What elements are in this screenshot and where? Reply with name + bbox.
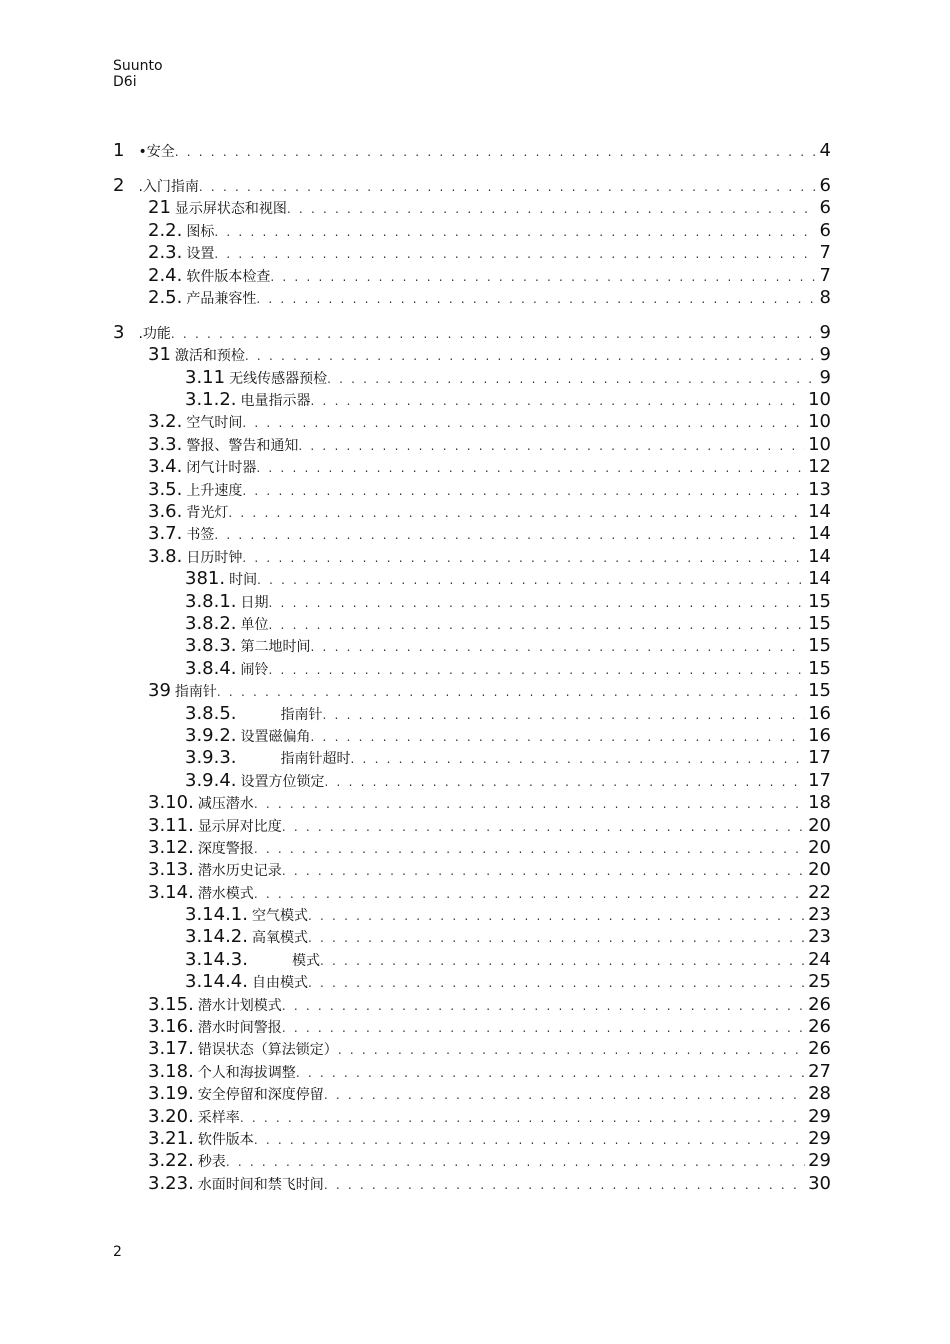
toc-dot-leader (214, 528, 805, 542)
toc-entry-page: 7 (819, 264, 831, 286)
toc-entry-page: 23 (808, 904, 831, 926)
toc-entry[interactable] (113, 904, 831, 926)
toc-entry-title: 采样率 (197, 1109, 240, 1126)
toc-entry-number: 1 (113, 140, 125, 161)
toc-entry-title: 上升速度 (186, 482, 243, 499)
toc-entry-title: 潜水历史记录 (197, 863, 282, 880)
toc-entry-title: 指南针 (174, 684, 217, 701)
toc-entry-title: 背光灯 (186, 505, 229, 522)
toc-entry-title: 图标 (186, 223, 215, 240)
toc-entry[interactable] (113, 242, 831, 264)
toc-entry[interactable] (113, 635, 831, 657)
toc-entry-number: 3.3. (148, 433, 183, 455)
toc-entry-page: 15 (808, 657, 831, 679)
toc-entry-page: 20 (808, 859, 831, 881)
toc-entry-title: 软件版本 (197, 1131, 254, 1148)
toc-dot-leader (245, 349, 817, 363)
toc-entry-page: 10 (808, 411, 831, 433)
toc-entry-number: 3.8.2. (185, 613, 237, 634)
toc-entry-number: 3.9.2. (185, 724, 237, 746)
toc-entry[interactable] (113, 859, 831, 881)
toc-entry-page: 20 (808, 836, 831, 858)
toc-entry-number: 3.12. (148, 836, 194, 858)
toc-entry-page: 9 (819, 321, 831, 343)
toc-entry[interactable] (113, 1150, 831, 1172)
toc-entry-number: 3.14.2. (185, 926, 248, 948)
toc-entry-number: 3.8.1. (185, 590, 237, 612)
toc-entry-page: 15 (808, 635, 831, 657)
toc-entry-page: 18 (808, 792, 831, 814)
toc-entry[interactable] (113, 613, 831, 635)
toc-entry-title: •安全 (138, 144, 175, 160)
toc-dot-leader (256, 461, 805, 475)
toc-entry-number: 3.1.2. (185, 389, 237, 411)
toc-entry[interactable] (113, 1106, 831, 1128)
toc-dot-leader (240, 1111, 805, 1125)
toc-dot-leader (226, 1155, 805, 1169)
toc-entry-page: 15 (808, 590, 831, 612)
toc-entry-number: 3.11. (148, 814, 194, 836)
toc-entry-title: 软件版本检查 (186, 268, 271, 285)
toc-entry[interactable] (113, 1128, 831, 1150)
document-header (113, 58, 163, 90)
toc-dot-leader (325, 775, 806, 789)
toc-entry-title: 安全停留和深度停留 (197, 1087, 324, 1104)
toc-entry-title: 设置磁偏角 (240, 728, 311, 745)
toc-dot-leader (311, 394, 806, 408)
toc-entry[interactable] (113, 792, 831, 814)
toc-dot-leader (308, 931, 805, 945)
toc-entry-title: 潜水计划模式 (197, 997, 282, 1014)
toc-dot-leader (282, 820, 805, 834)
toc-dot-leader (254, 1133, 805, 1147)
toc-dot-leader (269, 596, 806, 610)
toc-entry-page: 14 (808, 568, 831, 590)
toc-dot-leader (338, 1043, 805, 1057)
toc-entry-title: 显示屏状态和视图 (174, 201, 287, 218)
toc-entry-number: 3.14.3. (185, 948, 248, 970)
toc-entry-page: 20 (808, 814, 831, 836)
toc-entry-title: 闭气计时器 (186, 460, 257, 477)
toc-dot-leader (214, 247, 816, 261)
toc-entry[interactable] (113, 882, 831, 904)
toc-entry-page: 27 (808, 1060, 831, 1082)
toc-entry[interactable] (113, 265, 831, 287)
toc-entry-title: 单位 (240, 617, 269, 633)
toc-dot-leader (324, 1178, 805, 1192)
toc-entry[interactable] (113, 456, 831, 478)
toc-dot-leader (175, 145, 817, 159)
toc-dot-leader (282, 999, 805, 1013)
toc-entry-number: 3.13. (148, 859, 194, 881)
toc-entry-page: 25 (808, 971, 831, 993)
toc-entry[interactable] (113, 680, 831, 702)
toc-entry[interactable] (113, 568, 831, 590)
toc-entry-title: 警报、警告和通知 (186, 437, 299, 454)
toc-dot-leader (242, 416, 805, 430)
toc-entry-page: 9 (819, 366, 831, 388)
toc-dot-leader (282, 1021, 805, 1035)
toc-entry[interactable] (113, 411, 831, 433)
toc-entry-page: 30 (808, 1172, 831, 1194)
toc-entry-title: 日期 (240, 594, 269, 611)
toc-entry-page: 26 (808, 1038, 831, 1060)
toc-entry[interactable] (113, 658, 831, 680)
toc-entry-page: 15 (808, 680, 831, 702)
toc-entry-page: 15 (808, 613, 831, 634)
toc-entry[interactable] (113, 1038, 831, 1060)
toc-entry-page: 17 (808, 747, 831, 769)
toc-entry[interactable] (113, 971, 831, 993)
toc-entry-title: 模式 (291, 952, 320, 969)
toc-entry-number: 3.14.4. (185, 971, 248, 993)
toc-dot-leader (254, 842, 805, 856)
toc-entry-title: 深度警报 (197, 840, 254, 857)
toc-entry[interactable] (113, 1173, 831, 1195)
toc-entry-page: 14 (808, 523, 831, 545)
toc-entry-page: 10 (808, 389, 831, 411)
toc-entry-title: 指南针超时 (280, 751, 351, 768)
toc-dot-leader (324, 1088, 805, 1102)
toc-entry-number: 3.21. (148, 1127, 194, 1149)
toc-entry-number: 3.8. (148, 545, 183, 567)
toc-dot-leader (254, 797, 805, 811)
toc-dot-leader (242, 484, 805, 498)
toc-entry[interactable] (113, 747, 831, 769)
toc-entry-page: 29 (808, 1150, 831, 1172)
toc-entry[interactable] (113, 994, 831, 1016)
toc-dot-leader (257, 573, 805, 587)
toc-entry-number: 3.8.5. (185, 702, 237, 724)
toc-entry-title: 高氧模式 (251, 930, 308, 947)
toc-entry-number: 3.8.3. (185, 635, 237, 657)
toc-entry-page: 14 (808, 545, 831, 567)
toc-dot-leader (269, 618, 806, 632)
toc-entry-page: 28 (808, 1083, 831, 1105)
toc-entry[interactable] (113, 523, 831, 545)
model-name: D6i (113, 74, 137, 90)
toc-dot-leader (320, 954, 805, 968)
toc-entry[interactable] (113, 1083, 831, 1105)
toc-entry-number: 3.10. (148, 792, 194, 814)
toc-entry-page: 6 (819, 174, 831, 196)
toc-entry-title: 个人和海拔调整 (197, 1064, 296, 1081)
toc-entry[interactable] (113, 703, 831, 725)
toc-entry-title: 第二地时间 (240, 639, 311, 656)
toc-entry-number: 3.7. (148, 523, 183, 545)
toc-entry[interactable] (113, 1061, 831, 1083)
toc-entry-title: 闹铃 (240, 661, 269, 678)
toc-entry-number: 3.4. (148, 456, 183, 478)
toc-entry[interactable] (113, 434, 831, 456)
toc-entry-number: 3.14.1. (185, 904, 248, 926)
toc-entry-page: 6 (819, 219, 831, 241)
toc-entry[interactable] (113, 389, 831, 411)
toc-dot-leader (269, 663, 806, 677)
toc-entry[interactable] (113, 220, 831, 242)
toc-entry[interactable] (113, 591, 831, 613)
toc-entry-title: 自由模式 (251, 975, 308, 992)
toc-entry-title: 激活和预检 (174, 348, 245, 365)
toc-entry[interactable] (113, 501, 831, 523)
brand-name: Suunto (113, 58, 163, 74)
toc-dot-leader (308, 976, 805, 990)
toc-entry[interactable] (113, 770, 831, 792)
toc-entry[interactable] (113, 140, 831, 162)
toc-entry[interactable] (113, 949, 831, 971)
toc-entry-number: 39 (148, 680, 171, 702)
toc-entry[interactable] (113, 1016, 831, 1038)
toc-entry-page: 17 (808, 769, 831, 791)
toc-entry-title: 设置方位锁定 (240, 773, 325, 790)
toc-entry-page: 26 (808, 993, 831, 1015)
toc-entry-number: 3 (113, 321, 125, 343)
toc-entry-number: 3.23. (148, 1172, 194, 1194)
toc-dot-leader (256, 292, 816, 306)
toc-entry-number: 3.9.3. (185, 747, 237, 769)
toc-entry[interactable] (113, 546, 831, 568)
toc-dot-leader (351, 752, 806, 766)
toc-entry-number: 3.5. (148, 478, 183, 500)
toc-entry-number: 3.19. (148, 1083, 194, 1105)
toc-entry-title: 指南针 (280, 706, 323, 723)
toc-entry-number: 21 (148, 197, 171, 219)
toc-entry-number: 2.2. (148, 219, 183, 241)
toc-entry-page: 7 (819, 242, 831, 264)
toc-entry-title: 显示屏对比度 (197, 818, 282, 835)
toc-dot-leader (214, 225, 816, 239)
toc-entry-number: 3.8.4. (185, 657, 237, 679)
toc-dot-leader (242, 551, 805, 565)
toc-entry[interactable] (113, 725, 831, 747)
toc-entry-title: 错误状态（算法锁定） (197, 1042, 338, 1059)
toc-entry-title: .功能 (138, 325, 171, 342)
toc-entry-number: 2.3. (148, 242, 183, 264)
toc-entry-page: 13 (808, 478, 831, 500)
toc-entry-page: 4 (819, 140, 831, 161)
toc-entry-number: 3.2. (148, 411, 183, 433)
toc-entry-title: 电量指示器 (240, 393, 311, 410)
toc-entry-page: 8 (819, 286, 831, 308)
toc-entry[interactable] (113, 926, 831, 948)
toc-entry[interactable] (113, 479, 831, 501)
toc-entry-number: 2 (113, 174, 125, 196)
toc-dot-leader (296, 1066, 805, 1080)
toc-entry[interactable] (113, 322, 831, 344)
toc-dot-leader (217, 685, 805, 699)
toc-entry-number: 3.9.4. (185, 769, 237, 791)
toc-entry-page: 23 (808, 926, 831, 948)
toc-entry[interactable] (113, 287, 831, 309)
toc-entry-title: 无线传感器预检 (229, 370, 328, 387)
toc-entry[interactable] (113, 344, 831, 366)
toc-entry-page: 10 (808, 433, 831, 455)
toc-entry-page: 29 (808, 1105, 831, 1127)
toc-entry-number: 3.22. (148, 1150, 194, 1172)
toc-entry-number: 3.11 (185, 366, 226, 388)
toc-entry-page: 16 (808, 702, 831, 724)
toc-dot-leader (311, 730, 806, 744)
toc-entry-page: 9 (819, 344, 831, 366)
toc-entry-title: 书签 (186, 527, 215, 544)
toc-entry-number: 3.16. (148, 1016, 194, 1038)
toc-entry[interactable] (113, 815, 831, 837)
toc-entry[interactable] (113, 837, 831, 859)
toc-entry-page: 16 (808, 724, 831, 746)
toc-entry-number: 3.6. (148, 501, 183, 523)
toc-entry-title: 空气时间 (186, 415, 243, 432)
toc-dot-leader (254, 887, 805, 901)
toc-dot-leader (287, 202, 817, 216)
toc-entry[interactable] (113, 175, 831, 197)
toc-entry-title: 减压潜水 (197, 796, 254, 813)
toc-dot-leader (228, 506, 805, 520)
toc-entry-number: 3.14. (148, 881, 194, 903)
toc-entry-title: .入门指南 (138, 178, 199, 195)
table-of-contents (113, 140, 831, 1195)
toc-entry-page: 22 (808, 881, 831, 903)
page-number: 2 (113, 1244, 122, 1260)
toc-entry-page: 12 (808, 456, 831, 478)
toc-dot-leader (327, 372, 816, 386)
toc-entry-title: 潜水时间警报 (197, 1020, 282, 1037)
toc-entry-title: 产品兼容性 (186, 290, 257, 307)
toc-dot-leader (199, 180, 817, 194)
toc-entry[interactable] (113, 197, 831, 219)
toc-entry-page: 14 (808, 501, 831, 523)
toc-entry-title: 时间 (229, 572, 258, 589)
toc-entry-number: 31 (148, 344, 171, 366)
toc-dot-leader (323, 708, 806, 722)
toc-entry-title: 空气模式 (251, 908, 308, 925)
toc-entry-page: 29 (808, 1127, 831, 1149)
toc-entry-number: 3.20. (148, 1105, 194, 1127)
toc-entry-number: 3.17. (148, 1038, 194, 1060)
toc-entry-page: 24 (808, 948, 831, 970)
toc-entry-title: 日历时钟 (186, 549, 243, 566)
toc-entry-number: 3.15. (148, 993, 194, 1015)
toc-dot-leader (308, 909, 805, 923)
toc-entry-number: 2.4. (148, 264, 183, 286)
toc-dot-leader (298, 439, 805, 453)
toc-dot-leader (171, 327, 817, 341)
toc-entry-number: 3.18. (148, 1060, 194, 1082)
toc-entry-page: 26 (808, 1016, 831, 1038)
toc-entry-number: 2.5. (148, 286, 183, 308)
toc-entry-title: 水面时间和禁飞时间 (197, 1176, 324, 1193)
toc-dot-leader (282, 864, 805, 878)
toc-entry[interactable] (113, 367, 831, 389)
toc-dot-leader (270, 270, 816, 284)
toc-entry-number: 381. (185, 568, 226, 590)
toc-entry-title: 秒表 (197, 1154, 226, 1171)
toc-entry-title: 设置 (186, 246, 215, 263)
toc-entry-page: 6 (819, 197, 831, 219)
toc-dot-leader (311, 640, 806, 654)
toc-entry-title: 潜水模式 (197, 885, 254, 902)
